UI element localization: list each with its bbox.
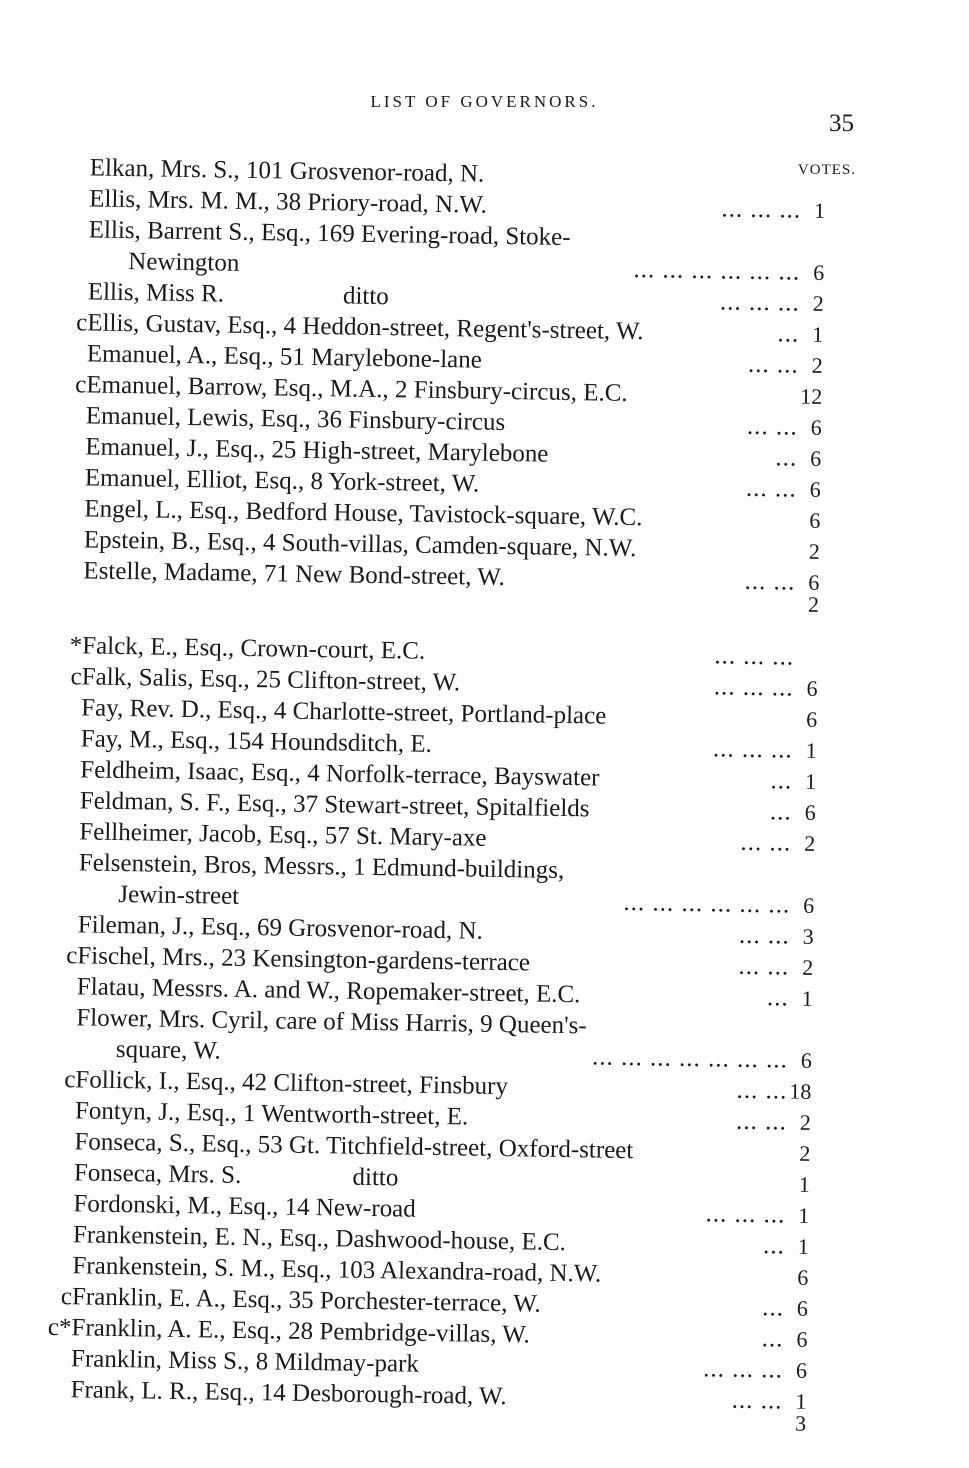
governor-name-address: Franklin, Miss S., 8 Mildmay-park	[70, 1345, 420, 1378]
leader-dots	[636, 556, 795, 559]
vote-count: 2	[808, 538, 821, 564]
vote-count: 6	[797, 1264, 809, 1290]
leader-dots: ... ... ...	[712, 735, 793, 764]
governor-name-address: Emanuel, A., Esq., 51 Marylebone-lane	[86, 340, 483, 374]
entry-mark: c	[64, 1066, 76, 1094]
vote-count: 1	[813, 197, 826, 223]
vote-count: 6	[813, 259, 825, 285]
leader-dots	[509, 1187, 785, 1191]
leader-dots: ... ... ... ... ... ...	[633, 255, 801, 286]
governor-name-address: Falck, E., Esq., Crown-court, E.C.	[82, 632, 426, 665]
governors-list	[42, 152, 862, 1439]
vote-count: 6	[796, 1326, 808, 1352]
leader-dots: ... ... ...	[719, 288, 800, 317]
governor-name-address: Fonseca, S., Esq., 53 Gt. Titchfield-street, Oxford-street	[74, 1128, 634, 1165]
leader-dots: ...	[770, 767, 793, 795]
governor-name-address: Fay, M., Esq., 154 Houndsditch, E.	[80, 725, 433, 758]
vote-count: 1	[805, 768, 817, 794]
governor-name-address: Emanuel, Elliot, Esq., 8 York-street, W.	[84, 464, 480, 498]
vote-count: 6	[803, 892, 815, 918]
vote-count: 6	[810, 414, 822, 440]
vote-count: 2	[802, 954, 814, 980]
vote-count: 12	[800, 383, 823, 409]
leader-dots: ... ...	[731, 1386, 783, 1415]
vote-count: 6	[800, 1047, 813, 1073]
entry-mark: c	[60, 1283, 73, 1311]
ditto-mark: ditto	[352, 1163, 399, 1192]
vote-count: 2	[811, 352, 823, 378]
vote-count: 1	[795, 1388, 807, 1414]
vote-count: 6	[805, 706, 818, 732]
entry-mark: c*	[47, 1313, 72, 1342]
continuation-text: square, W.	[115, 1035, 221, 1065]
continuation-text: Jewin-street	[118, 880, 240, 910]
governor-name-address: Falk, Salis, Esq., 25 Clifton-street, W.	[81, 663, 461, 697]
governor-name-address: Ellis, Barrent S., Esq., 169 Evering-road, Stoke-	[88, 216, 571, 251]
vote-count: 2	[799, 1109, 812, 1135]
ditto-mark: ditto	[342, 282, 390, 311]
vote-count: 6	[806, 675, 818, 701]
leader-dots: ... ... ...	[721, 195, 802, 224]
governor-name-address: Fordonski, M., Esq., 14 New-road	[73, 1190, 416, 1223]
governor-name-address: Elkan, Mrs. S., 101 Grosvenor-road, N.	[89, 154, 485, 188]
governor-name-address: Emanuel, Lewis, Esq., 36 Finsbury-circus	[85, 402, 506, 436]
entry-mark: c	[75, 309, 88, 337]
vote-count: 2	[799, 1140, 811, 1166]
leader-dots: ... ...	[738, 952, 790, 981]
leader-dots: ...	[766, 984, 790, 1012]
governor-name-address: Fay, Rev. D., Esq., 4 Charlotte-street, Portland-place	[81, 694, 607, 730]
leader-dots: ... ...	[747, 350, 799, 379]
governor-name-address: Franklin, E. A., Esq., 35 Porchester-terrace, W.	[71, 1283, 542, 1318]
leader-dots: ... ... ... ... ... ...	[623, 888, 791, 919]
leader-dots: ... ...	[735, 1107, 788, 1136]
governor-name-address: Fonseca, Mrs. S.	[73, 1159, 242, 1189]
governor-name-address: Fischel, Mrs., 23 Kensington-gardens-terrace	[77, 942, 531, 977]
vote-count: 2	[807, 591, 820, 617]
vote-count: 2	[812, 290, 824, 316]
vote-count: 6	[795, 1357, 808, 1383]
leader-dots: ...	[762, 1232, 786, 1260]
governor-name-address: Feldman, S. F., Esq., 37 Stewart-street, Spitalfields	[79, 787, 590, 823]
leader-dots: ...	[777, 320, 800, 348]
governor-name-address: Frankenstein, E. N., Esq., Dashwood-house, E.C.	[72, 1221, 567, 1257]
page-number: 35	[829, 110, 854, 137]
governors-group-e	[55, 152, 862, 599]
entry-mark: c	[70, 663, 82, 691]
leader-dots: ... ...	[736, 1076, 788, 1105]
leader-dots	[628, 401, 799, 404]
leader-dots: ...	[769, 798, 792, 826]
vote-count: 6	[809, 507, 821, 533]
governor-name-address: Estelle, Madame, 71 New Bond-street, W.	[83, 557, 506, 592]
governor-name-address: Fileman, J., Esq., 69 Grosvenor-road, N.	[77, 911, 484, 945]
vote-count: 3	[802, 923, 814, 949]
leader-dots: ... ...	[746, 412, 798, 441]
entry-mark: *	[69, 632, 83, 660]
vote-count: 1	[797, 1233, 810, 1259]
votes-column-heading: VOTES.	[797, 162, 856, 178]
leader-dots: ...	[761, 1294, 785, 1322]
governor-name-address: Frank, L. R., Esq., 14 Desborough-road, W.	[70, 1376, 507, 1411]
governors-group-f	[42, 630, 854, 1417]
continuation-text: Newington	[128, 248, 240, 277]
leader-dots: ... ... ...	[705, 1200, 786, 1229]
vote-count: 18	[789, 1078, 812, 1104]
governor-name-address: Follick, I., Esq., 42 Clifton-street, Finsbury	[75, 1066, 509, 1101]
governor-name-address: Emanuel, J., Esq., 25 High-street, Marylebone	[85, 433, 549, 468]
vote-count: 3	[794, 1410, 807, 1436]
leader-dots: ...	[775, 444, 798, 472]
leader-dots	[633, 1158, 786, 1160]
leader-dots	[606, 724, 793, 727]
entry-mark: c	[66, 942, 78, 970]
governor-name-address: Engel, L., Esq., Bedford House, Tavistock-square, W.C.	[84, 495, 643, 532]
vote-count: 6	[804, 799, 816, 825]
governor-name-address: Epstein, B., Esq., 4 South-villas, Camden-square, N.W.	[83, 526, 637, 563]
governor-name-address: Ellis, Gustav, Esq., 4 Heddon-street, Regent's-street, W.	[87, 309, 644, 346]
vote-count: 1	[812, 321, 824, 347]
governor-name-address: Flower, Mrs. Cyril, care of Miss Harris, 9 Queen's-	[76, 1004, 587, 1040]
vote-count: 6	[810, 445, 822, 471]
leader-dots: ... ... ...	[714, 642, 795, 671]
governor-name-address: Fontyn, J., Esq., 1 Wentworth-street, E.	[74, 1097, 469, 1131]
leader-dots: ... ...	[740, 828, 792, 857]
leader-dots: ... ... ...	[703, 1355, 784, 1384]
leader-dots: ... ...	[745, 474, 798, 503]
leader-dots	[484, 182, 801, 187]
leader-dots: ... ... ...	[713, 673, 794, 702]
governor-name-address: Emanuel, Barrow, Esq., M.A., 2 Finsbury-circus, E.C.	[86, 371, 628, 407]
leader-dots: ... ...	[738, 921, 790, 950]
governor-name-address: Flatau, Messrs. A. and W., Ropemaker-street, E.C.	[76, 973, 581, 1009]
running-head: LIST OF GOVERNORS.	[370, 92, 599, 111]
vote-count: 1	[798, 1202, 810, 1228]
leader-dots: ... ... ... ... ... ... ...	[591, 1043, 789, 1074]
vote-count: 6	[809, 476, 821, 502]
governor-name-address: Ellis, Miss R.	[87, 278, 225, 308]
governor-name-address: Feldheim, Isaac, Esq., 4 Norfolk-terrace, Bayswater	[80, 756, 600, 792]
leader-dots: ... ...	[744, 567, 796, 596]
vote-count: 6	[808, 569, 820, 595]
vote-count: 1	[798, 1171, 811, 1197]
vote-count: 1	[805, 737, 817, 763]
vote-count: 1	[801, 985, 813, 1011]
entry-mark: c	[75, 371, 87, 399]
leader-dots	[601, 1282, 784, 1285]
governor-name-address: Frankenstein, S. M., Esq., 103 Alexandra-road, N.W.	[72, 1252, 602, 1288]
leader-dots: ...	[761, 1325, 784, 1353]
leader-dots	[642, 525, 796, 527]
governor-name-address: Ellis, Mrs. M. M., 38 Priory-road, N.W.	[89, 185, 488, 219]
governor-name-address: Fellheimer, Jacob, Esq., 57 St. Mary-axe	[79, 818, 487, 852]
vote-count: 6	[796, 1295, 809, 1321]
vote-count: 2	[804, 830, 816, 856]
governor-name-address: Franklin, A. E., Esq., 28 Pembridge-villas, W.	[71, 1314, 531, 1349]
governor-name-address: Felsenstein, Bros, Messrs., 1 Edmund-buildings,	[78, 849, 565, 884]
